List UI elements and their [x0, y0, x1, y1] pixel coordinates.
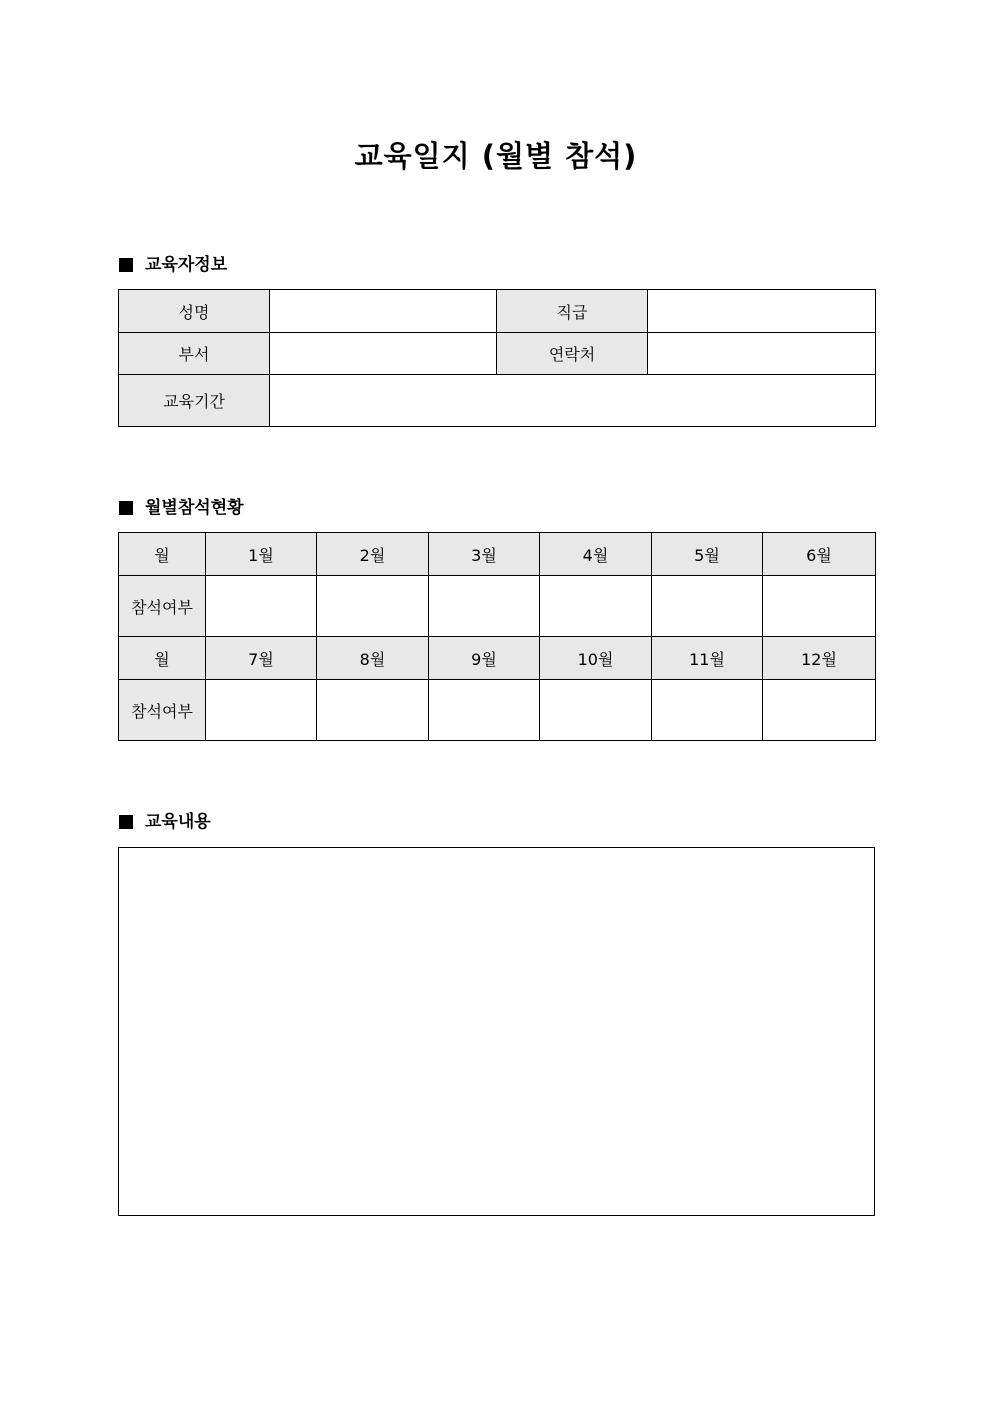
period-label: 교육기간	[119, 375, 270, 427]
trainee-info-table	[118, 289, 876, 427]
attendance-cell-nov[interactable]	[652, 680, 763, 741]
section-heading-content	[119, 810, 211, 834]
month-header-jul: 7월	[206, 637, 317, 680]
attendance-label: 참석여부	[119, 680, 206, 741]
attendance-cell-jan[interactable]	[206, 576, 317, 637]
square-bullet-icon	[119, 258, 133, 272]
contact-field[interactable]	[648, 333, 876, 375]
month-header-row	[119, 637, 876, 680]
attendance-cell-jul[interactable]	[206, 680, 317, 741]
position-field[interactable]	[648, 290, 876, 333]
section-heading-attendance	[119, 496, 244, 520]
month-header-mar: 3월	[429, 533, 540, 576]
attendance-cell-aug[interactable]	[317, 680, 429, 741]
month-header-aug: 8월	[317, 637, 429, 680]
attendance-table	[118, 532, 876, 741]
square-bullet-icon	[119, 815, 133, 829]
month-label: 월	[119, 533, 206, 576]
month-header-sep: 9월	[429, 637, 540, 680]
attendance-cell-sep[interactable]	[429, 680, 540, 741]
month-header-feb: 2월	[317, 533, 429, 576]
period-field[interactable]	[270, 375, 876, 427]
training-content-box[interactable]	[118, 847, 875, 1216]
attendance-row	[119, 576, 876, 637]
attendance-cell-dec[interactable]	[763, 680, 876, 741]
position-label: 직급	[497, 290, 648, 333]
name-label: 성명	[119, 290, 270, 333]
attendance-cell-apr[interactable]	[540, 576, 652, 637]
table-row	[119, 375, 876, 427]
attendance-cell-jun[interactable]	[763, 576, 876, 637]
document-title: 교육일지 (월별 참석)	[354, 139, 638, 173]
month-label: 월	[119, 637, 206, 680]
attendance-cell-mar[interactable]	[429, 576, 540, 637]
month-header-may: 5월	[652, 533, 763, 576]
name-field[interactable]	[270, 290, 497, 333]
square-bullet-icon	[119, 501, 133, 515]
attendance-row	[119, 680, 876, 741]
section-heading-label: 월별참석현황	[145, 498, 244, 518]
department-field[interactable]	[270, 333, 497, 375]
month-header-nov: 11월	[652, 637, 763, 680]
department-label: 부서	[119, 333, 270, 375]
month-header-dec: 12월	[763, 637, 876, 680]
attendance-cell-oct[interactable]	[540, 680, 652, 741]
month-header-jan: 1월	[206, 533, 317, 576]
section-heading-trainee-info	[119, 253, 227, 277]
section-heading-label: 교육자정보	[145, 255, 228, 275]
table-row	[119, 333, 876, 375]
month-header-apr: 4월	[540, 533, 652, 576]
attendance-cell-feb[interactable]	[317, 576, 429, 637]
section-heading-label: 교육내용	[145, 812, 211, 832]
table-row	[119, 290, 876, 333]
attendance-cell-may[interactable]	[652, 576, 763, 637]
month-header-jun: 6월	[763, 533, 876, 576]
month-header-row	[119, 533, 876, 576]
month-header-oct: 10월	[540, 637, 652, 680]
contact-label: 연락처	[497, 333, 648, 375]
attendance-label: 참석여부	[119, 576, 206, 637]
